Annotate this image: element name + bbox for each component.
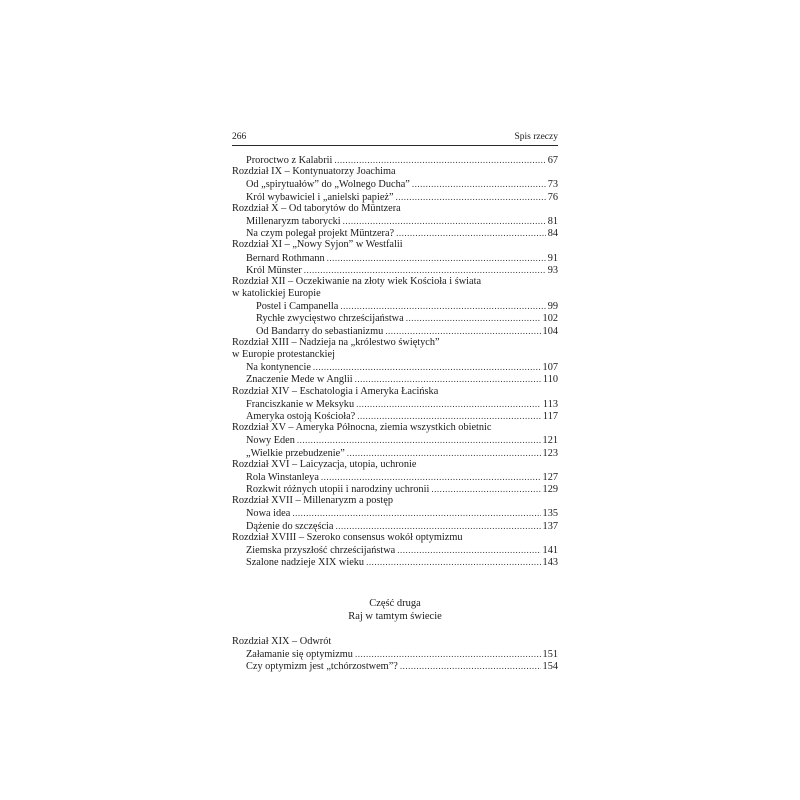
toc-entry-row bbox=[232, 434, 558, 446]
toc-entry-row bbox=[232, 264, 558, 276]
toc-page-number: 143 bbox=[542, 557, 558, 569]
toc-page-number: 137 bbox=[542, 520, 558, 532]
toc-entry-title: Czy optymizm jest „tchórzostwem”? bbox=[246, 661, 398, 673]
running-title: Spis rzeczy bbox=[514, 132, 558, 142]
toc-page-number: 67 bbox=[547, 155, 558, 166]
toc-chapter-row bbox=[232, 459, 558, 471]
toc-page-number: 107 bbox=[542, 362, 558, 374]
toc-entry-title: Postel i Campanella bbox=[256, 301, 339, 313]
toc-leader-dots bbox=[397, 544, 540, 556]
toc-chapter-row bbox=[232, 337, 558, 349]
toc-entry-title: Król wybawiciel i „anielski papież” bbox=[246, 191, 394, 203]
toc-page-number: 99 bbox=[547, 301, 558, 313]
toc-entry-title: Załamanie się optymizmu bbox=[246, 649, 353, 661]
toc-entry-title: „Wielkie przebudzenie” bbox=[246, 447, 345, 459]
toc-leader-dots bbox=[292, 507, 540, 519]
toc-page-number: 73 bbox=[547, 179, 558, 191]
part-label: Część druga bbox=[369, 598, 421, 609]
toc-chapter-row bbox=[232, 386, 558, 398]
toc-entry-title: Nowy Eden bbox=[246, 435, 295, 447]
toc-leader-dots bbox=[396, 191, 546, 203]
toc-entry-row bbox=[232, 300, 558, 312]
toc-chapter-row bbox=[232, 288, 558, 300]
toc-chapter-row bbox=[232, 532, 558, 544]
toc-entry-title: Na kontynencie bbox=[246, 362, 311, 374]
toc-leader-dots bbox=[304, 264, 546, 276]
toc-leader-dots bbox=[297, 434, 541, 446]
toc-page-number: 110 bbox=[542, 374, 558, 386]
toc-entry-title: Millenaryzm taborycki bbox=[246, 215, 341, 227]
toc-page-number: 76 bbox=[547, 191, 558, 203]
toc-page-number: 81 bbox=[547, 215, 558, 227]
toc-entry-title: Rozdział XIX – Odwrót bbox=[232, 636, 332, 647]
toc-entry-row bbox=[232, 312, 558, 324]
toc-entry-title: Od „spirytuałów” do „Wolnego Ducha” bbox=[246, 179, 410, 191]
toc-entry-title: Znaczenie Mede w Anglii bbox=[246, 374, 353, 386]
toc-entry-row bbox=[232, 556, 558, 568]
toc-entry-row bbox=[232, 227, 558, 239]
toc-page-number: 113 bbox=[542, 398, 558, 410]
toc-entry-title: Rychłe zwycięstwo chrześcijaństwa bbox=[256, 313, 404, 325]
toc-page-number: 129 bbox=[542, 484, 558, 496]
toc-chapter-row bbox=[232, 276, 558, 288]
part-heading bbox=[232, 597, 558, 623]
toc-leader-dots bbox=[313, 361, 541, 373]
toc-page-number: 84 bbox=[547, 228, 558, 240]
toc-leader-dots bbox=[412, 178, 546, 190]
toc-entry-title: Rozdział XII – Oczekiwanie na złoty wiek Kościoła i świata bbox=[232, 275, 482, 287]
table-of-contents-part-two bbox=[232, 636, 558, 673]
toc-entry-row bbox=[232, 471, 558, 483]
toc-entry-title: Rozdział IX – Kontynuatorzy Joachima bbox=[232, 166, 396, 178]
toc-chapter-row bbox=[232, 422, 558, 434]
toc-page-number: 151 bbox=[542, 649, 558, 661]
toc-entry-title: Rozkwit różnych utopii i narodziny uchronii bbox=[246, 484, 430, 496]
toc-leader-dots bbox=[357, 410, 541, 422]
toc-entry-row bbox=[232, 447, 558, 459]
toc-leader-dots bbox=[396, 227, 546, 239]
toc-leader-dots bbox=[343, 215, 546, 227]
toc-leader-dots bbox=[385, 325, 540, 337]
toc-entry-title: Rozdział XV – Ameryka Północna, ziemia wszystkich obietnic bbox=[232, 422, 492, 434]
toc-leader-dots bbox=[431, 483, 540, 495]
table-of-contents bbox=[232, 154, 558, 568]
toc-entry-title: Ameryka ostoją Kościoła? bbox=[246, 410, 356, 422]
toc-entry-row bbox=[232, 520, 558, 532]
toc-entry-row bbox=[232, 660, 558, 672]
toc-entry-row bbox=[232, 398, 558, 410]
toc-entry-title: Bernard Rothmann bbox=[246, 252, 325, 264]
toc-entry-title: Rozdział XVI – Laicyzacja, utopia, uchronie bbox=[232, 458, 417, 470]
toc-entry-title: Rozdział XIII – Nadzieja na „królestwo świętych” bbox=[232, 336, 440, 348]
page-number: 266 bbox=[232, 132, 247, 142]
toc-page-number: 127 bbox=[542, 471, 558, 483]
toc-entry-row bbox=[232, 325, 558, 337]
toc-page-number: 135 bbox=[542, 508, 558, 520]
toc-entry-row bbox=[232, 252, 558, 264]
toc-entry-title: Ziemska przyszłość chrześcijaństwa bbox=[246, 545, 396, 556]
toc-entry-title: Rola Winstanleya bbox=[246, 471, 319, 483]
toc-entry-title: Od Bandarry do sebastianizmu bbox=[256, 325, 384, 337]
toc-leader-dots bbox=[347, 447, 541, 459]
toc-entry-title: w katolickiej Europie bbox=[232, 288, 321, 300]
toc-leader-dots bbox=[335, 520, 540, 532]
toc-leader-dots bbox=[355, 373, 541, 385]
toc-page-number: 117 bbox=[542, 410, 558, 422]
toc-entry-row bbox=[232, 178, 558, 190]
toc-page-number: 102 bbox=[542, 313, 558, 325]
toc-chapter-row bbox=[232, 636, 558, 648]
toc-entry-row bbox=[232, 361, 558, 373]
toc-entry-title: w Europie protestanckiej bbox=[232, 349, 335, 360]
toc-chapter-row bbox=[232, 349, 558, 361]
toc-chapter-row bbox=[232, 203, 558, 215]
toc-entry-row bbox=[232, 544, 558, 556]
toc-leader-dots bbox=[366, 556, 540, 568]
toc-page-number: 91 bbox=[547, 252, 558, 264]
toc-entry-row bbox=[232, 154, 558, 166]
toc-leader-dots bbox=[321, 471, 541, 483]
toc-entry-title: Rozdział XVIII – Szeroko consensus wokół optymizmu bbox=[232, 531, 463, 543]
toc-leader-dots bbox=[355, 648, 541, 660]
toc-leader-dots bbox=[340, 300, 545, 312]
toc-leader-dots bbox=[334, 154, 545, 166]
toc-chapter-row bbox=[232, 495, 558, 507]
toc-entry-row bbox=[232, 191, 558, 203]
toc-entry-title: Nowa idea bbox=[246, 508, 291, 520]
toc-leader-dots bbox=[400, 660, 541, 672]
toc-entry-title: Franciszkanie w Meksyku bbox=[246, 398, 355, 410]
part-title: Raj w tamtym świecie bbox=[348, 611, 442, 622]
page-header bbox=[232, 131, 558, 146]
toc-chapter-row bbox=[232, 166, 558, 178]
toc-entry-title: Król Münster bbox=[246, 264, 302, 276]
toc-entry-title: Na czym polegał projekt Müntzera? bbox=[246, 228, 395, 240]
toc-entry-title: Rozdział X – Od taborytów do Müntzera bbox=[232, 202, 401, 214]
toc-entry-row bbox=[232, 215, 558, 227]
toc-entry-row bbox=[232, 648, 558, 660]
toc-leader-dots bbox=[356, 398, 541, 410]
toc-entry-row bbox=[232, 483, 558, 495]
toc-leader-dots bbox=[406, 312, 541, 324]
toc-entry-row bbox=[232, 373, 558, 385]
toc-entry-row bbox=[232, 507, 558, 519]
toc-page-number: 104 bbox=[542, 325, 558, 337]
toc-page-number: 93 bbox=[547, 264, 558, 276]
toc-chapter-row bbox=[232, 239, 558, 251]
toc-page-number: 141 bbox=[542, 545, 558, 556]
toc-entry-title: Rozdział XI – „Nowy Syjon” w Westfalii bbox=[232, 239, 403, 251]
toc-entry-title: Rozdział XIV – Eschatologia i Ameryka Łacińska bbox=[232, 385, 439, 397]
toc-page-number: 154 bbox=[542, 661, 558, 673]
toc-entry-title: Dążenie do szczęścia bbox=[246, 520, 334, 532]
toc-entry-row bbox=[232, 410, 558, 422]
toc-page-number: 121 bbox=[542, 435, 558, 447]
toc-leader-dots bbox=[327, 252, 546, 264]
toc-entry-title: Szalone nadzieje XIX wieku bbox=[246, 557, 365, 569]
toc-entry-title: Rozdział XVII – Millenaryzm a postęp bbox=[232, 495, 393, 507]
toc-entry-title: Proroctwo z Kalabrii bbox=[246, 155, 333, 166]
toc-page-number: 123 bbox=[542, 447, 558, 459]
